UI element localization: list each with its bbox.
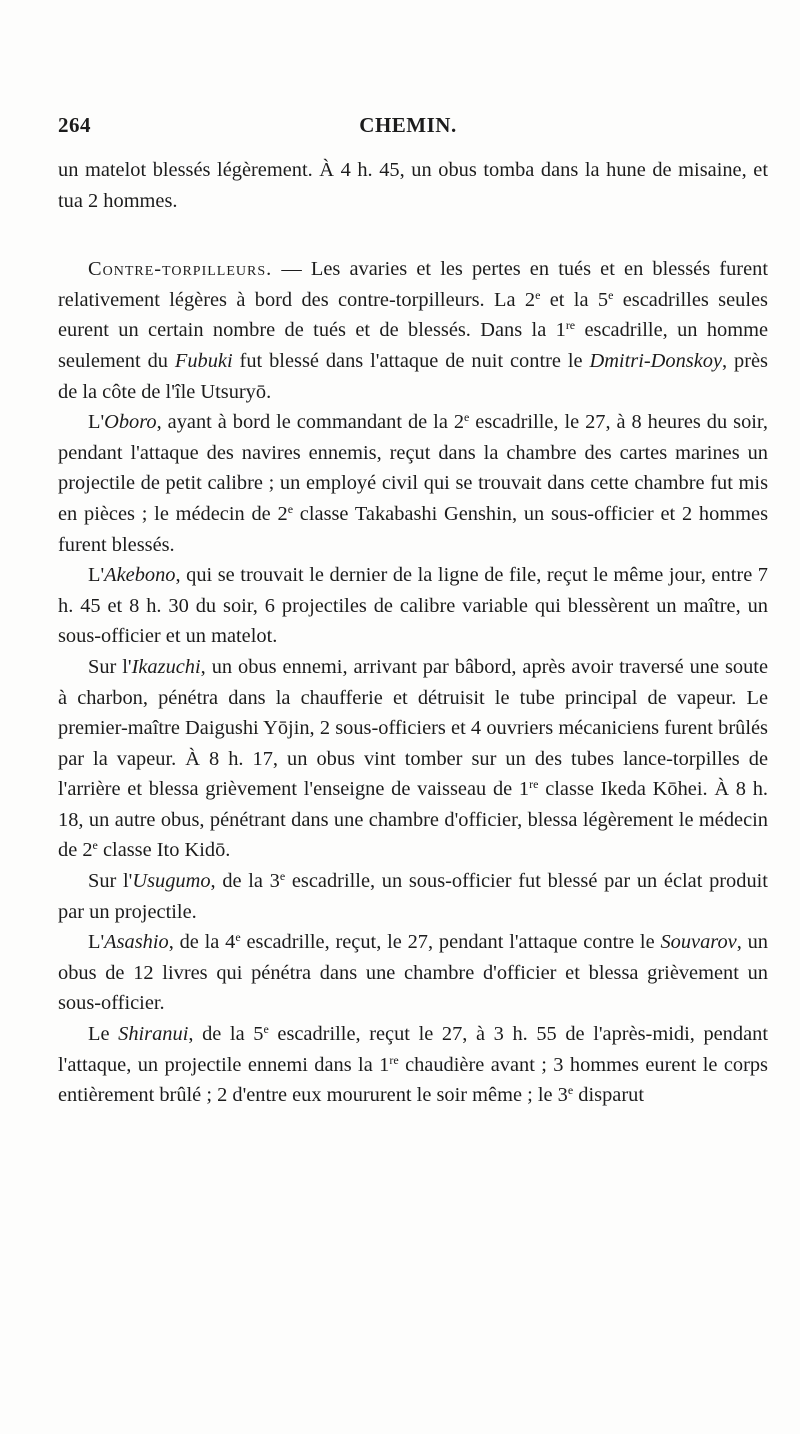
ship-name: Usugumo — [132, 870, 211, 893]
text-run: L' — [88, 411, 105, 434]
text-run: , de la 5 — [188, 1023, 264, 1046]
paragraph — [58, 866, 768, 927]
text-run: , un obus de 12 livres qui pénétra dans une chambre d'officier et blessa grièvement un sous-officier. — [58, 931, 768, 1015]
section-heading: Contre-torpilleurs. — [88, 258, 273, 281]
ordinal-suffix: e — [287, 501, 294, 516]
ordinal-suffix: re — [565, 318, 576, 333]
text-run: , de la 4 — [168, 931, 236, 954]
body-text — [58, 155, 768, 1111]
text-run: classe Takabashi Genshin, un sous-officier et 2 hommes furent blessés. — [58, 502, 769, 556]
text-run: , qui se trouvait le dernier de la ligne de file, reçut le même jour, entre 7 h. 45 et 8 h. 30 du soir, 6 projectiles de calibre variable qui blessèrent un maître, un sous-officier et un matelot. — [58, 564, 768, 648]
text-run: escadrille, un sous-officier fut blessé par un éclat produit par un projectile. — [58, 870, 768, 923]
text-run: escadrilles seules eurent un certain nombre de tués et de blessés. Dans la 1 — [58, 288, 768, 342]
running-title: CHEMIN. — [359, 113, 457, 137]
ship-name: Fubuki — [174, 349, 233, 372]
text-run: — Les avaries et les pertes en tués et en blessés furent relativement légères à bord des contre-torpilleurs. La 2 — [58, 258, 768, 311]
paragraph — [58, 407, 768, 560]
text-run: escadrille, le 27, à 8 heures du soir, pendant l'attaque des navires ennemis, reçut dans la chambre des cartes marines un projectile de petit calibre ; un employé civil qui se trouvait dans cette chambre fut mis en pièces ; le médecin de 2 — [58, 411, 769, 525]
text-run: fut blessé dans l'attaque de nuit contre le — [232, 349, 590, 372]
text-run: L' — [88, 564, 105, 587]
text-run: un matelot blessés légèrement. À 4 h. 45, un obus tomba dans la hune de misaine, et tua 2 hommes. — [58, 159, 768, 212]
text-run: classe Ikeda Kōhei. À 8 h. 18, un autre obus, pénétrant dans une chambre d'officier, blessa légèrement le médecin de 2 — [58, 778, 769, 862]
ordinal-suffix: e — [263, 1022, 269, 1037]
text-run: , un obus ennemi, arrivant par bâbord, après avoir traversé une soute à charbon, pénétra dans la chaufferie et détruisit le tube principal de vapeur. Le premier-maître Daigushi Yōjin, 2 sous-officiers et 4 ouvriers mécaniciens furent brûlés par la vapeur. À 8 h. 17, un obus vint tomber sur un des tubes lance-torpilles de l'arrière et blessa grièvement l'enseigne de vaisseau de 1 — [58, 655, 768, 801]
text-run: , près de la côte de l'île Utsuryō. — [58, 349, 768, 403]
ordinal-suffix: e — [608, 287, 614, 302]
text-run: classe Ito Kidō. — [97, 839, 231, 862]
paragraph — [58, 155, 768, 216]
text-run: chaudière avant ; 3 hommes eurent le corps entièrement brûlé ; 2 d'entre eux moururent le soir même ; le 3 — [58, 1053, 768, 1107]
ordinal-suffix: e — [464, 410, 470, 425]
text-run: , de la 3 — [210, 870, 280, 893]
text-run: escadrille, un homme seulement du — [58, 319, 768, 372]
ordinal-suffix: e — [235, 930, 241, 945]
ship-name: Ikazuchi — [131, 655, 201, 678]
ship-name: Shiranui — [118, 1023, 189, 1046]
text-run: escadrille, reçut, le 27, pendant l'attaque contre le — [240, 931, 661, 954]
page-number: 264 — [58, 113, 91, 137]
paragraph — [58, 560, 768, 652]
ship-name: Oboro — [104, 411, 157, 434]
paragraph — [58, 927, 768, 1019]
text-run: disparut — [573, 1084, 644, 1107]
ordinal-suffix: e — [279, 869, 286, 884]
ordinal-suffix: e — [567, 1083, 574, 1098]
text-run: L' — [88, 931, 105, 954]
paragraph — [58, 254, 768, 407]
text-run: , ayant à bord le commandant de la 2 — [156, 411, 465, 434]
page-header — [58, 113, 758, 143]
ship-name: Dmitri-Donskoy — [589, 349, 723, 372]
ordinal-suffix: re — [389, 1052, 399, 1067]
paragraph — [58, 652, 768, 866]
ship-name: Asashio — [104, 931, 169, 954]
text-run: Sur l' — [88, 870, 133, 893]
ship-name: Akebono — [104, 564, 176, 587]
ordinal-suffix: e — [535, 287, 541, 302]
ordinal-suffix: e — [92, 838, 98, 853]
text-run: Sur l' — [88, 655, 132, 678]
paragraph — [58, 1019, 768, 1111]
text-run: et la 5 — [540, 288, 609, 311]
ordinal-suffix: re — [529, 777, 539, 792]
ship-name: Souvarov — [660, 931, 737, 954]
text-run: Le — [88, 1023, 119, 1046]
text-run: escadrille, reçut le 27, à 3 h. 55 de l'après-midi, pendant l'attaque, un projectile ennemi dans la 1 — [58, 1023, 768, 1076]
